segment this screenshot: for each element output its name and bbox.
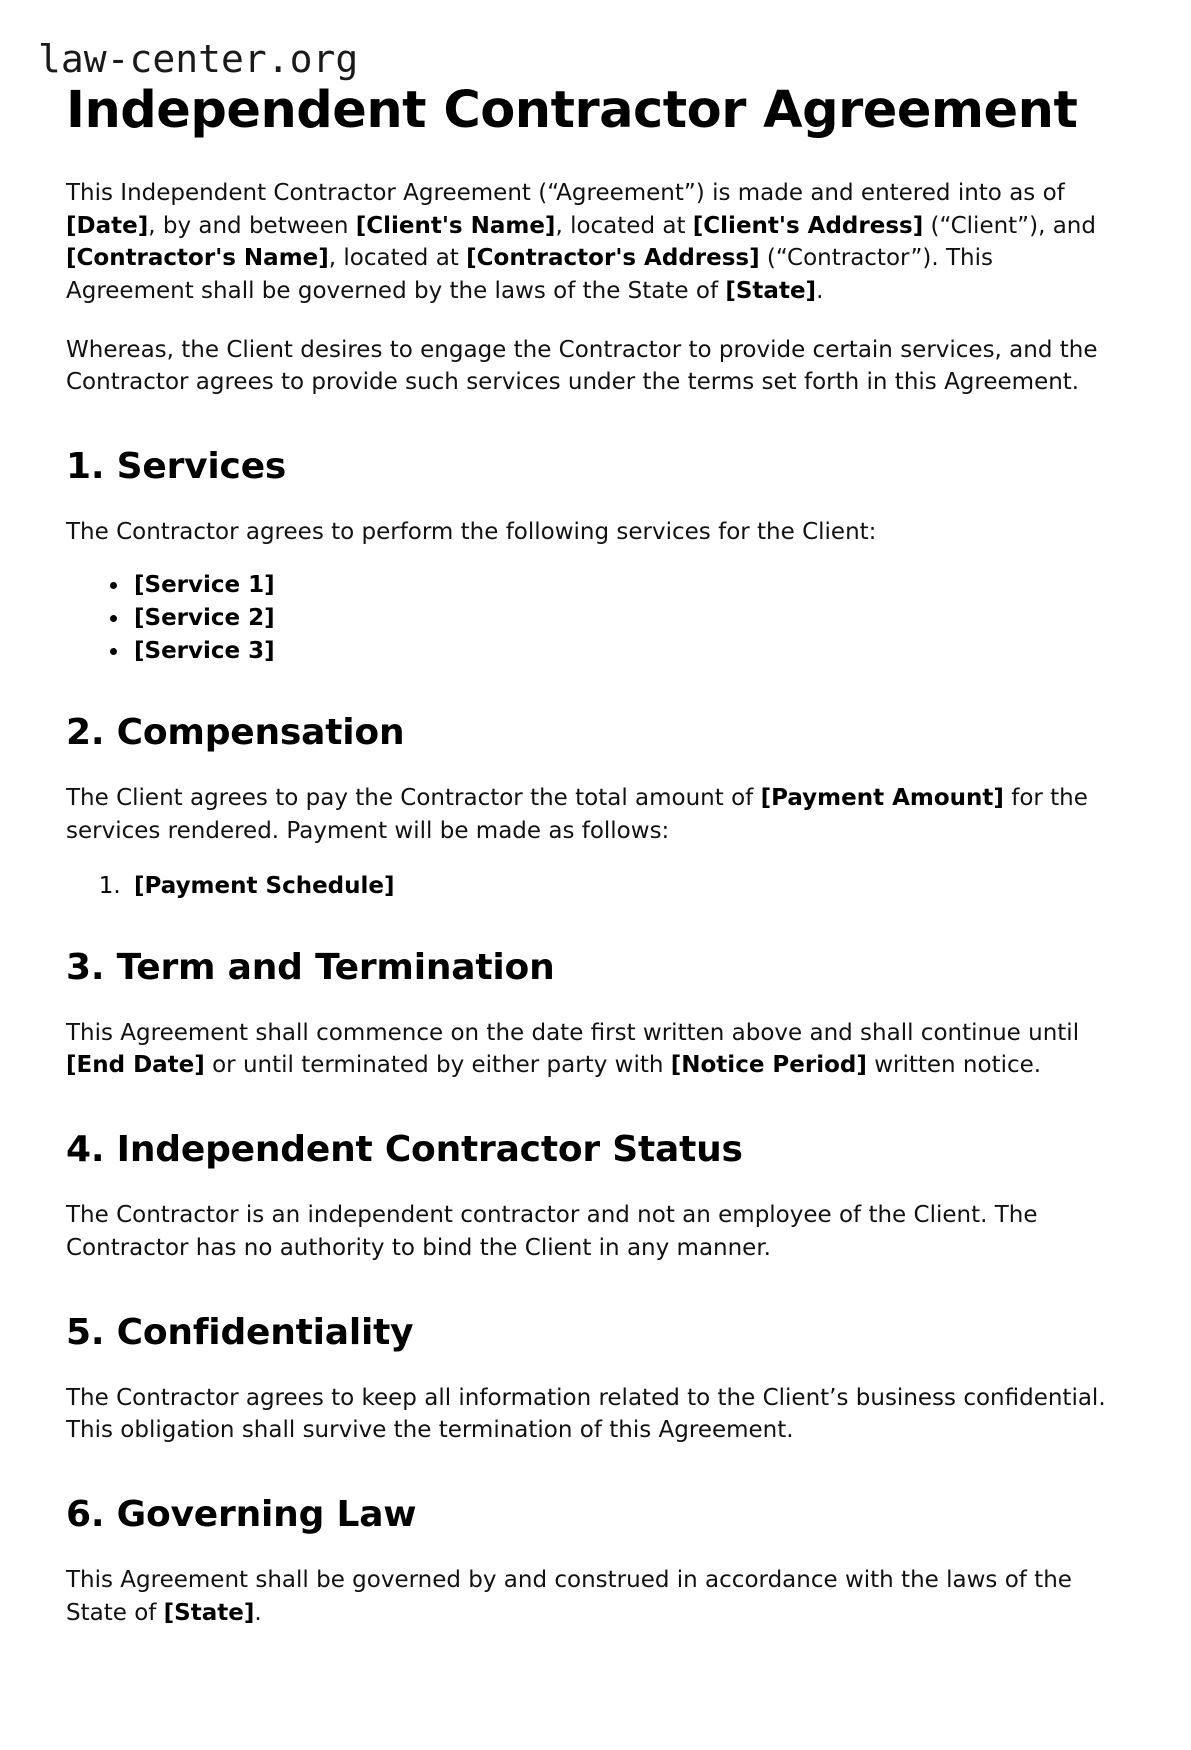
site-logo: law-center.org (38, 37, 359, 81)
list-item: • [Service 2] (130, 604, 1125, 632)
notice-period-placeholder: [Notice Period] (670, 1052, 867, 1079)
section-heading-independent-contractor-status: 4. Independent Contractor Status (66, 1129, 743, 1171)
client-name-placeholder: [Client's Name] (355, 212, 556, 239)
governing-law-paragraph (66, 1564, 1118, 1629)
intro-text-part-3: , located at (555, 212, 693, 239)
contractor-name-placeholder: [Contractor's Name] (66, 245, 329, 272)
section-heading-term-and-termination: 3. Term and Termination (66, 946, 555, 988)
confidentiality-paragraph: The Contractor agrees to keep all information related to the Client’s business confidential. This obligation shall survive the termination of this Agreement. (66, 1384, 1106, 1444)
date-placeholder: [Date] (66, 212, 149, 239)
intro-text-part-5: , located at (328, 245, 467, 272)
governing-law-text-part-2: . (254, 1599, 262, 1626)
term-paragraph (66, 1017, 1118, 1082)
page-title: Independent Contractor Agreement (66, 81, 1078, 140)
state-placeholder-governing-law: [State] (163, 1599, 255, 1626)
page-bottom-spacer (66, 1630, 1125, 1750)
client-address-placeholder: [Client's Address] (692, 212, 924, 239)
intro-paragraph (66, 177, 1118, 308)
list-item (128, 872, 1125, 900)
services-list (66, 571, 1125, 665)
intro-text-part-7: . (816, 278, 824, 305)
list-item: • [Service 3] (130, 637, 1125, 665)
end-date-placeholder: [End Date] (66, 1052, 205, 1079)
intro-text-part-4: (“Client”), and (923, 212, 1096, 239)
compensation-text-part-2: for the services rendered. Payment will be made as follows: (66, 785, 1088, 844)
recital-paragraph: Whereas, the Client desires to engage the Contractor to provide certain services, and the Contractor agrees to provide such services under the terms set forth in this Agreement. (66, 336, 1098, 396)
section-heading-services: 1. Services (66, 446, 287, 488)
compensation-paragraph (66, 782, 1118, 847)
services-intro-paragraph: The Contractor agrees to perform the following services for the Client: (66, 519, 877, 546)
payment-schedule-list (66, 872, 1125, 900)
document-content (0, 82, 1191, 1750)
intro-text-part-2: , by and between (148, 212, 356, 239)
contractor-address-placeholder: [Contractor's Address] (466, 245, 760, 272)
intro-text-part-1: This Independent Contractor Agreement (“Agreement”) is made and entered into as of (66, 180, 1065, 207)
list-item: • [Service 1] (130, 571, 1125, 599)
payment-schedule-placeholder: [Payment Schedule] (134, 872, 395, 899)
intro-text-part-6: (“Contractor”). This Agreement shall be governed by the laws of the State of (66, 245, 993, 305)
compensation-text-part-1: The Client agrees to pay the Contractor the total amount of (66, 785, 761, 812)
payment-amount-placeholder: [Payment Amount] (760, 785, 1004, 812)
state-placeholder-intro: [State] (725, 278, 817, 305)
section-heading-confidentiality: 5. Confidentiality (66, 1311, 414, 1353)
governing-law-text-part-1: This Agreement shall be governed by and construed in accordance with the laws of the State of (66, 1567, 1072, 1626)
term-text-part-3: written notice. (866, 1052, 1042, 1079)
status-paragraph: The Contractor is an independent contractor and not an employee of the Client. The Contractor has no authority to bind the Client in any manner. (66, 1202, 1038, 1261)
section-heading-compensation: 2. Compensation (66, 712, 405, 754)
term-text-part-1: This Agreement shall commence on the date first written above and shall continue until (66, 1019, 1080, 1046)
term-text-part-2: or until terminated by either party with (204, 1052, 671, 1079)
section-heading-governing-law: 6. Governing Law (66, 1494, 417, 1536)
